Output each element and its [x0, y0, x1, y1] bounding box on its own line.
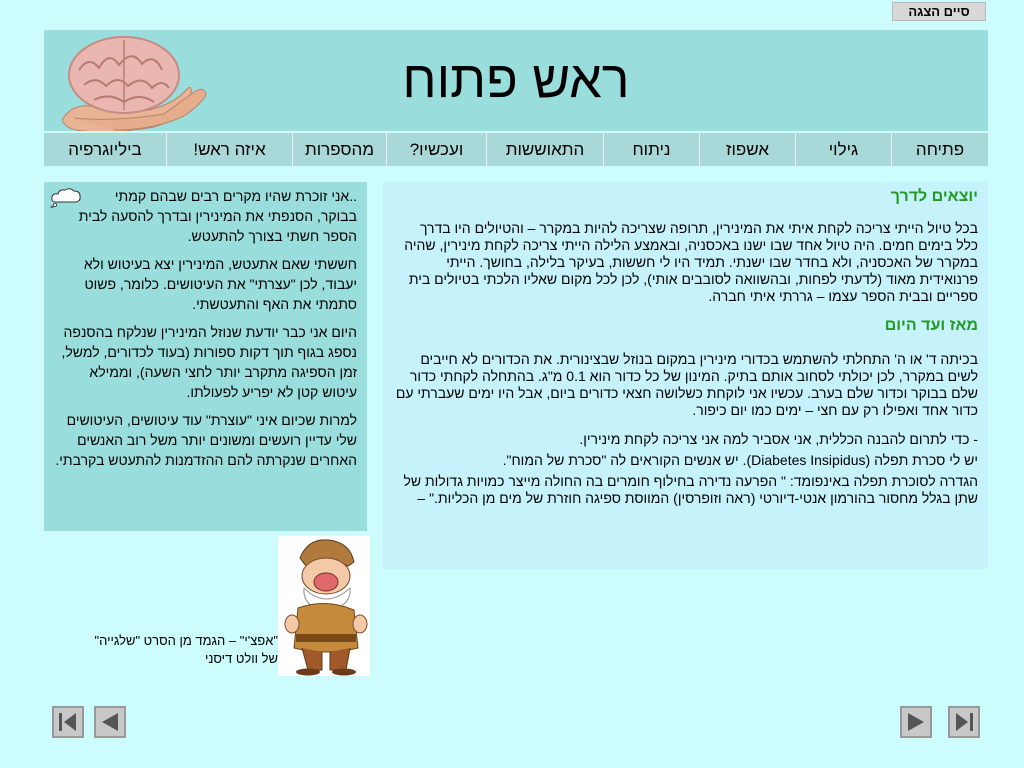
- section-paragraph: - כדי לתרום להבנה הכללית, אני אסביר למה אני צריכה לקחת מינירין.: [579, 431, 978, 447]
- main-navigation: [44, 133, 988, 166]
- side-paragraph: היום אני כבר יודעת שנוזל המינירין שנלקח בהסנפה נספג בגוף תוך דקות ספורות (בעוד לכדורים, למשל, זמן הספיגה מתקרב יותר לחצי השעה), וממילא עיטוש קטן לא יפריע לפעולתו.: [61, 324, 357, 400]
- side-paragraph: ..אני זוכרת שהיו מקרים רבים שבהם קמתי בבוקר, הסנפתי את המינירין ובדרך להסעה לבית הספר חשתי בצורך להתעטש.: [78, 188, 357, 244]
- nav-item-opening[interactable]: פתיחה: [891, 133, 988, 166]
- nav-item-recovery[interactable]: התאוששות: [486, 133, 603, 166]
- sneeze-story-panel: [44, 182, 367, 531]
- section-paragraph: הגדרה לסוכרת תפלה באינפומד: " הפרעה נדירה בחילוף חומרים בה החולה מייצר כמויות גדולות של שתן בגלל מחסור בהורמון אנטי-דיורטי (ראה וזופרסין) המווסת ספיגה חוזרת של מים מן הכליות." –: [403, 473, 978, 506]
- side-paragraph: למרות שכיום איני "עוצרת" עוד עיטושים, העיטושים שלי עדיין רועשים ומשונים יותר משל רוב האנשים האחרים שנקרתה להם ההזדמנות להתעטש בקרבתי.: [55, 412, 357, 468]
- nav-item-bibliography[interactable]: ביליוגרפיה: [68, 140, 142, 159]
- previous-slide-icon: [96, 708, 124, 736]
- nav-item-hospitalization[interactable]: אשפוז: [699, 133, 795, 166]
- end-show-button[interactable]: סיים הצגה: [892, 2, 986, 21]
- previous-slide-button[interactable]: [94, 706, 126, 738]
- last-slide-icon: [950, 708, 978, 736]
- caption-line: של וולט דיסני: [204, 651, 278, 666]
- main-content-panel: [383, 182, 988, 569]
- next-slide-button[interactable]: [900, 706, 932, 738]
- section-paragraph: יש לי סכרת תפלה (Diabetes Insipidus). יש אנשים הקוראים לה "סכרת של המוח".: [502, 452, 978, 468]
- page-title: ראש פתוח: [402, 51, 630, 109]
- next-slide-icon: [902, 708, 930, 736]
- nav-item-and-now[interactable]: ועכשיו?: [386, 133, 486, 166]
- last-slide-button[interactable]: [948, 706, 980, 738]
- section-heading-since-then: מאז ועד היום: [884, 317, 978, 334]
- nav-item-literature[interactable]: מהספרות: [292, 133, 386, 166]
- thought-cloud-icon: [50, 186, 82, 208]
- section-paragraph: בכיתה ד' או ה' התחלתי להשתמש בכדורי מינירין במקום בנוזל שבצינורית. את הכדורים לא חייבים לשים במקרר, לכן יכולתי לסחוב אותם בתיק. המינון של כל כדור הוא 0.1 מ"ג. בהתחלה לקחתי כדור שלם בבוקר וכדור שלם בערב. עכשיו אני לוקחת כשלושה חצאי כדורים ביום, אבל היו ימים שעברתי עם כדור אחד ואפילו רק עם חצי – ימים כמו יום כיפור.: [395, 351, 978, 418]
- section-heading-setting-out: יוצאים לדרך: [890, 188, 978, 205]
- sneezy-dwarf-image: [278, 536, 370, 676]
- nav-item-surgery[interactable]: ניתוח: [603, 133, 699, 166]
- nav-item-what-a-head[interactable]: איזה ראש!: [166, 133, 292, 166]
- caption-line: "אפצ'י" – הגמד מן הסרט "שלגייה": [94, 633, 278, 648]
- side-paragraph: חששתי שאם אתעטש, המינירין יצא בעיטוש ולא יעבוד, לכן "עצרתי" את העיטושים. כלומר, פשוט סתמתי את האף והתעטשתי.: [83, 256, 357, 312]
- header-banner: [44, 30, 988, 131]
- image-caption: [80, 632, 278, 668]
- nav-item-discovery[interactable]: גילוי: [795, 133, 891, 166]
- first-slide-button[interactable]: [52, 706, 84, 738]
- section-paragraph: בכל טיול הייתי צריכה לקחת איתי את המינירין, תרופה שצריכה להיות במקרר – והטיולים היו בדרך כלל בימים חמים. היה טיול אחד שבו ישנו באכסניה, ובאמצע הלילה הייתי צריכה לקחת מינירין, שהיה במקרר של האכסניה, ולא בחדר שבו ישנתי. תמיד היו לי חששות, בעיקר בלילה, בחושך. הייתי פרנואידית מאוד (לדעתי לפחות, ובהשוואה לסובבים אותי), לכן לכל מקום שאליו הלכתי בטיולים בית ספריים ובבית הספר עצמו – גררתי איתי חברה.: [404, 220, 978, 304]
- first-slide-icon: [54, 708, 82, 736]
